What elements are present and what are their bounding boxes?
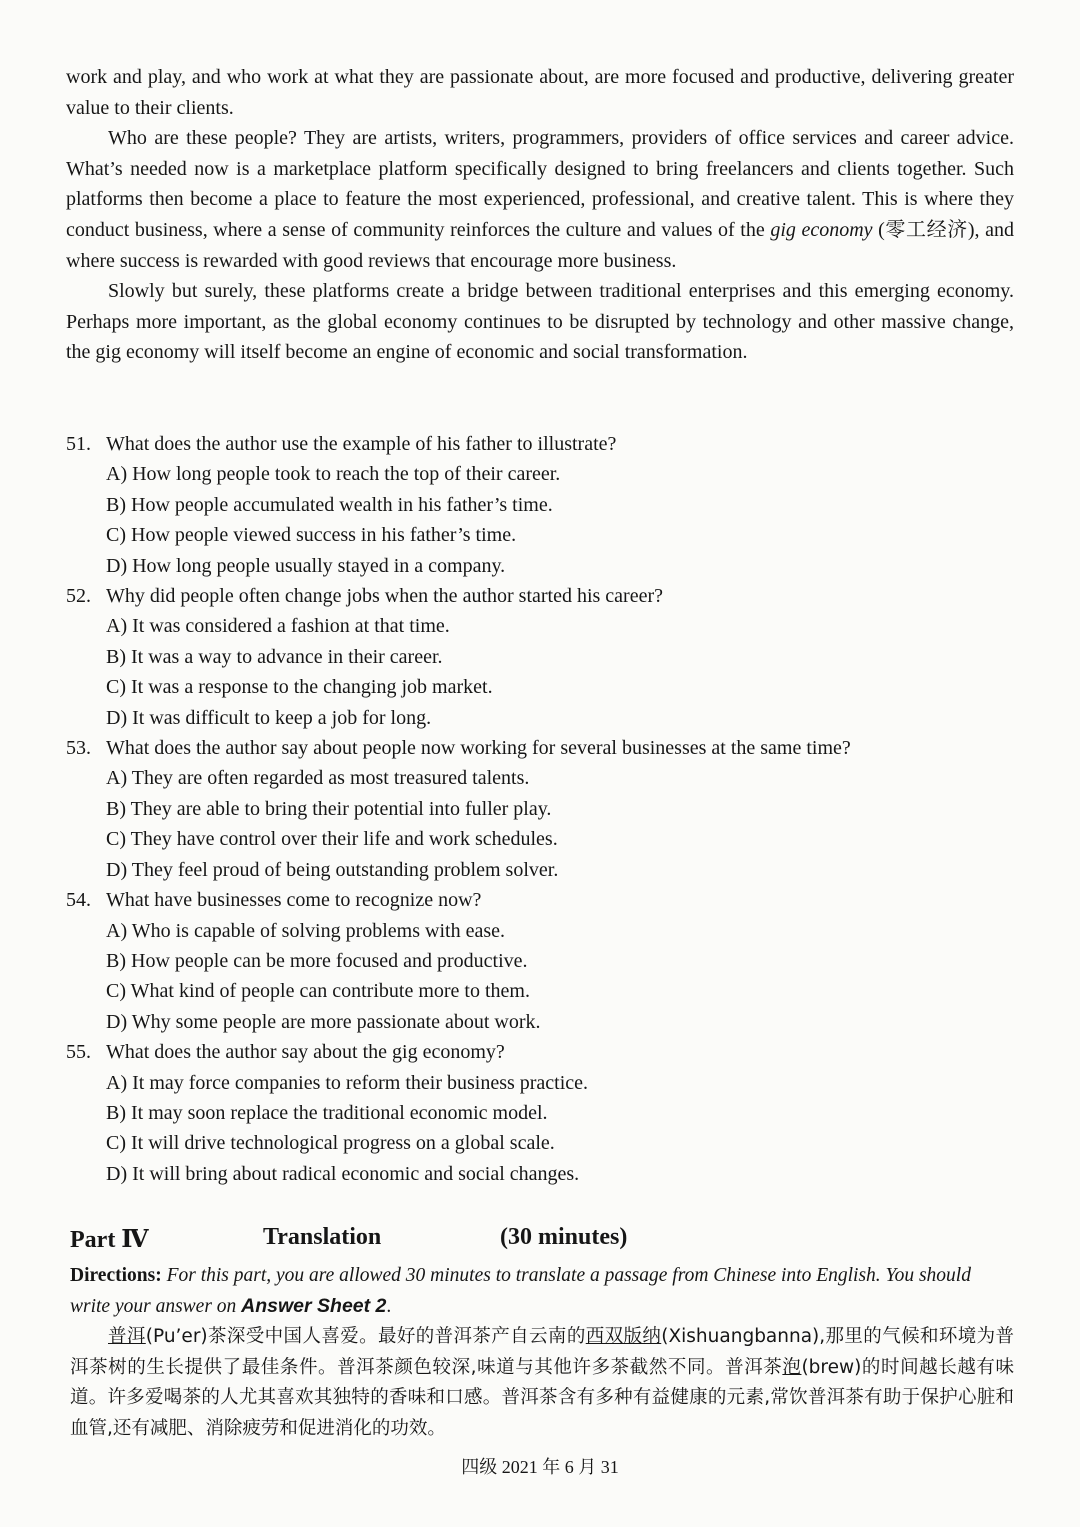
question-53: [66, 733, 1014, 885]
question-stem: What does the author say about the gig economy?: [106, 1041, 505, 1064]
term-puer: 普洱: [108, 1326, 146, 1347]
chinese-gloss: (零工经济): [878, 218, 975, 241]
translation-text: (Xishuangbanna),那里的气候和环境为普洱茶树的生长提供了最佳条件。普洱茶颜色较深,味道与其他许多茶截然不同。普洱茶: [70, 1326, 1014, 1378]
passage-paragraph-1: work and play, and who work at what they are passionate about, are more focused and productive, delivering greater value to their clients.: [66, 66, 1014, 119]
passage-paragraph-3: Slowly but surely, these platforms create a bridge between traditional enterprises and this emerging economy. Perhaps more important, as the global economy continues to be disrupted by technology and other massive change, the gig economy will itself become an engine of economic and social transformation.: [66, 280, 1014, 364]
question-stem: Why did people often change jobs when the author started his career?: [106, 585, 664, 608]
question-list: [66, 429, 1014, 1189]
term-gig-economy: gig economy: [770, 218, 873, 241]
question-52: [66, 581, 1014, 733]
option-a: A) They are often regarded as most treasured talents.: [106, 767, 530, 790]
part-label: Part Ⅳ: [70, 1227, 149, 1253]
option-b: B) How people accumulated wealth in his father’s time.: [106, 493, 553, 516]
option-d: D) It will bring about radical economic and social changes.: [106, 1162, 580, 1185]
option-c: C) They have control over their life and work schedules.: [106, 828, 558, 851]
question-51: [66, 429, 1014, 581]
option-c: C) It was a response to the changing job market.: [106, 676, 493, 699]
translation-text: (brew)的时间越长越有味道。许多爱喝茶的人尤其喜欢其独特的香味和口感。普洱茶含有多种有益健康的元素,常饮普洱茶有助于保护心脏和血管,还有减肥、消除疲劳和促进消化的功效。: [70, 1356, 1014, 1439]
translation-passage: [70, 1322, 1014, 1444]
page-footer: 四级 2021 年 6 月 31: [461, 1457, 619, 1477]
directions: [70, 1261, 1014, 1322]
directions-end: .: [386, 1296, 392, 1317]
passage-text: Who are these people? They are artists, writers, programmers, providers of office services and career advice. What’s needed now is a marketplace platform specifically designed to bring freelancers and clients together. Such platforms then become a place to feature the most experienced, professional, and creative talent. This is where they conduct business, where a sense of community reinforces the culture and values of the: [66, 127, 1014, 241]
term-xishuangbanna: 西双版纳: [585, 1326, 662, 1347]
option-d: D) They feel proud of being outstanding problem solver.: [106, 858, 559, 881]
question-number: 51.: [66, 433, 91, 455]
directions-text: For this part, you are allowed 30 minutes to translate a passage from Chinese into English. You should write your answer on: [70, 1265, 971, 1317]
option-d: D) How long people usually stayed in a company.: [106, 554, 506, 577]
passage-text: , and where success is rewarded with good reviews that encourage more business.: [66, 218, 1014, 272]
option-c: C) It will drive technological progress on a global scale.: [106, 1132, 555, 1155]
question-54: [66, 885, 1014, 1037]
option-b: B) It was a way to advance in their career.: [106, 645, 443, 668]
option-d: D) Why some people are more passionate about work.: [106, 1010, 541, 1033]
translation-text: (Pu’er)茶深受中国人喜爱。最好的普洱茶产自云南的: [145, 1326, 586, 1347]
option-a: A) It may force companies to reform their business practice.: [106, 1071, 589, 1094]
option-c: C) How people viewed success in his father’s time.: [106, 524, 517, 547]
answer-sheet-label: Answer Sheet 2: [241, 1295, 387, 1317]
option-c: C) What kind of people can contribute more to them.: [106, 980, 530, 1003]
option-b: B) It may soon replace the traditional economic model.: [106, 1101, 548, 1124]
option-a: A) Who is capable of solving problems with ease.: [106, 919, 505, 942]
passage-paragraph-2: [66, 123, 1014, 276]
option-a: A) How long people took to reach the top of their career.: [106, 463, 561, 486]
question-stem: What have businesses come to recognize now?: [106, 889, 482, 912]
question-stem: What does the author say about people now working for several businesses at the same time?: [106, 737, 851, 760]
option-b: B) They are able to bring their potential into fuller play.: [106, 797, 552, 820]
part-title: Translation: [263, 1224, 382, 1250]
option-b: B) How people can be more focused and productive.: [106, 949, 528, 972]
question-stem: What does the author use the example of his father to illustrate?: [106, 433, 617, 455]
question-55: [66, 1037, 1014, 1189]
directions-label: Directions:: [70, 1265, 162, 1286]
reading-passage: [66, 62, 1014, 368]
part-time: (30 minutes): [500, 1224, 628, 1250]
question-number: 52.: [66, 585, 91, 608]
question-number: 53.: [66, 737, 91, 760]
option-d: D) It was difficult to keep a job for long.: [106, 706, 432, 729]
term-brew: 泡: [782, 1356, 802, 1378]
question-number: 54.: [66, 889, 91, 912]
option-a: A) It was considered a fashion at that time.: [106, 615, 450, 638]
question-number: 55.: [66, 1041, 91, 1064]
